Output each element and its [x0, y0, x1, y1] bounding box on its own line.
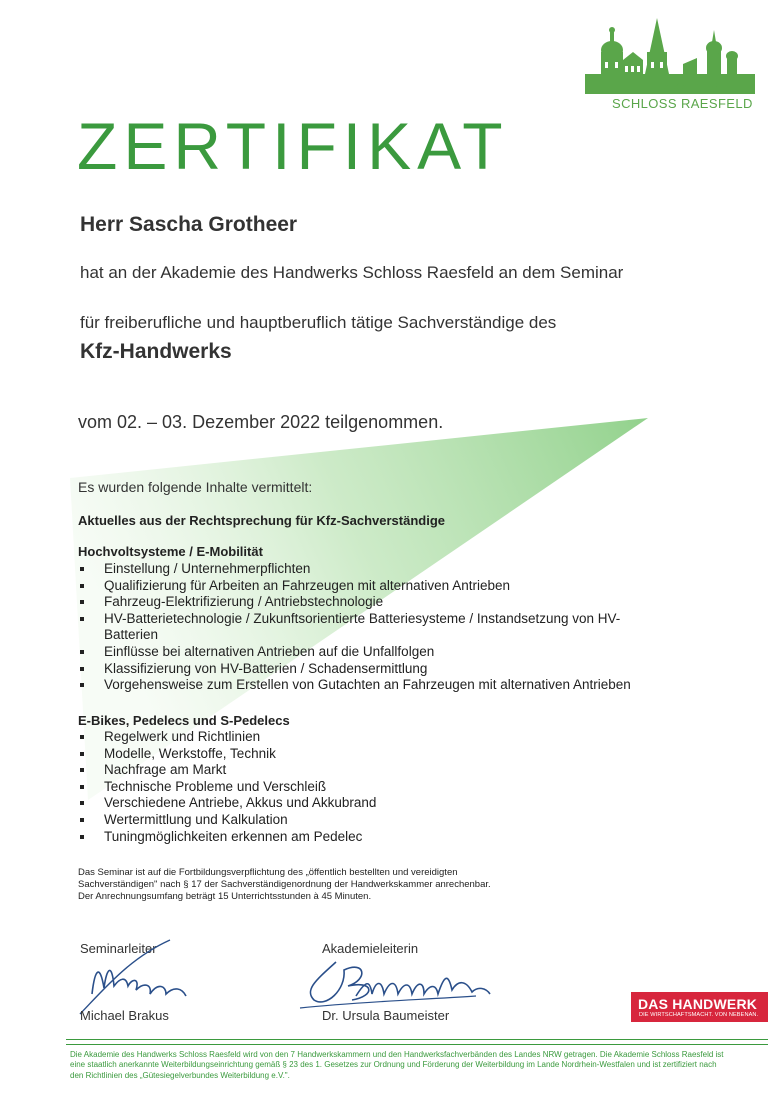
signature-role-right: Akademieleiterin — [322, 941, 419, 956]
footer-line: den Richtlinien des „Gütesiegelverbundes Weiterbildung e.V.". — [70, 1070, 290, 1080]
list-item: Nachfrage am Markt — [78, 762, 678, 779]
list-item: Einstellung / Unternehmerpflichten — [78, 561, 678, 578]
participation-line: hat an der Akademie des Handwerks Schloss Raesfeld an dem Seminar — [80, 263, 624, 282]
seminar-audience-line: für freiberufliche und hauptberuflich tätige Sachverständige des — [80, 313, 557, 332]
list-item: Verschiedene Antriebe, Akkus und Akkubrand — [78, 795, 678, 812]
list-item: Tuningmöglichkeiten erkennen am Pedelec — [78, 829, 678, 846]
footer-text — [70, 1050, 760, 1081]
badge-main-text: DAS HANDWERK — [638, 996, 758, 1012]
section-title-rechtsprechung: Aktuelles aus der Rechtsprechung für Kfz-Sachverständige — [78, 513, 445, 528]
footer-line: eine staatlich anerkannte Weiterbildungseinrichtung gemäß § 23 des 1. Gesetzes zur Ordnung und Förderung der Weiterbildung im Lande Nordrhein-Westfalen und ist zertifiziert nach — [70, 1060, 717, 1070]
badge-sub-text: DIE WIRTSCHAFTSMACHT. VON NEBENAN. — [639, 1012, 759, 1018]
list-item: Einflüsse bei alternativen Antrieben auf die Unfallfolgen — [78, 644, 678, 661]
list-item: Modelle, Werkstoffe, Technik — [78, 746, 678, 763]
logo-name-line2: SCHLOSS RAESFELD — [612, 96, 753, 111]
section-title-ebikes: E-Bikes, Pedelecs und S-Pedelecs — [78, 713, 290, 728]
das-handwerk-badge — [631, 992, 768, 1022]
ebikes-topic-list — [78, 729, 678, 845]
footer-line: Die Akademie des Handwerks Schloss Raesfeld wird von den 7 Handwerkskammern und den Handwerksfachverbänden des Landes NRW getragen. Die Akademie Schloss Raesfeld ist — [70, 1050, 724, 1059]
footer-rule — [66, 1039, 768, 1040]
certificate-title: ZERTIFIKAT — [77, 109, 509, 183]
list-item: Wertermittlung und Kalkulation — [78, 812, 678, 829]
seminar-topic: Kfz-Handwerks — [80, 340, 232, 363]
date-line: vom 02. – 03. Dezember 2022 teilgenommen. — [78, 412, 444, 432]
signature-role-left: Seminarleiter — [80, 941, 157, 956]
signature-name-left: Michael Brakus — [80, 1008, 169, 1023]
credit-note — [78, 867, 638, 903]
content-intro: Es wurden folgende Inhalte vermittelt: — [78, 479, 313, 495]
signature-name-right: Dr. Ursula Baumeister — [322, 1008, 450, 1023]
signature-left — [70, 938, 210, 1018]
list-item: Qualifizierung für Arbeiten an Fahrzeugen mit alternativen Antrieben — [78, 578, 678, 595]
credit-note-line: Das Seminar ist auf die Fortbildungsverpflichtung des „öffentlich bestellten und vereidigten — [78, 867, 458, 878]
recipient-name: Herr Sascha Grotheer — [80, 213, 298, 236]
list-item: Klassifizierung von HV-Batterien / Schadensermittlung — [78, 661, 678, 678]
list-item: Fahrzeug-Elektrifizierung / Antriebstechnologie — [78, 594, 678, 611]
section-title-hochvolt: Hochvoltsysteme / E-Mobilität — [78, 544, 263, 559]
list-item: Regelwerk und Richtlinien — [78, 729, 678, 746]
footer-rule — [66, 1044, 768, 1045]
list-item: HV-Batterietechnologie / Zukunftsorientierte Batteriesysteme / Instandsetzung von HV-Batterien — [78, 611, 664, 644]
credit-note-line: Der Anrechnungsumfang beträgt 15 Unterrichtsstunden à 45 Minuten. — [78, 891, 372, 902]
hochvolt-topic-list — [78, 561, 678, 694]
credit-note-line: Sachverständigen" nach § 17 der Sachverständigenordnung der Handwerkskammer anrechenbar. — [78, 879, 491, 890]
list-item: Technische Probleme und Verschleiß — [78, 779, 678, 796]
list-item: Vorgehensweise zum Erstellen von Gutachten an Fahrzeugen mit alternativen Antrieben — [78, 677, 678, 694]
signature-right — [296, 950, 496, 1015]
logo-name-line1: AKADEMIE — [663, 80, 733, 95]
